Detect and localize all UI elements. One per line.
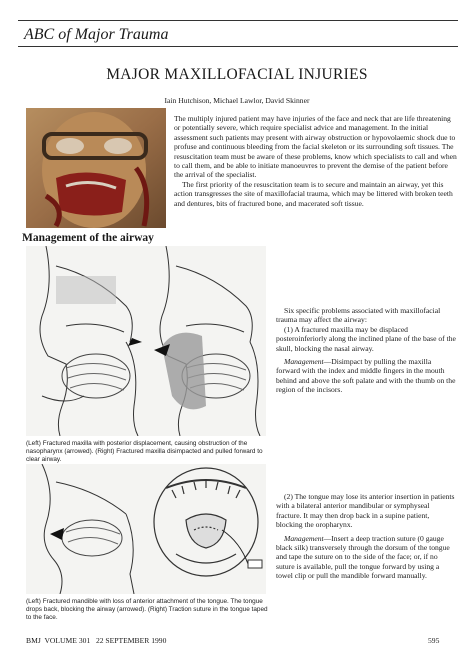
management-2-label: Management bbox=[284, 533, 324, 543]
footer-citation bbox=[26, 636, 166, 645]
figure-caption-2: (Left) Fractured mandible with loss of anterior attachment of the tongue. The tongue drops back, blocking the airway (arrowed). (Right) Traction suture in the tongue taped to the face. bbox=[26, 598, 268, 621]
footer-volume-label: VOLUME bbox=[44, 636, 77, 645]
management-1 bbox=[276, 357, 456, 395]
problem-1: (1) A fractured maxilla may be displaced posteroinferiorly along the inclined plane of the base of the skull, blocking the nasal airway. bbox=[276, 324, 456, 353]
footer-volume: 301 bbox=[78, 636, 91, 645]
problem-1-text bbox=[276, 306, 456, 395]
footer-date: 22 SEPTEMBER 1990 bbox=[95, 636, 167, 645]
series-title: ABC of Major Trauma bbox=[24, 26, 169, 43]
footer-journal: BMJ bbox=[26, 636, 41, 645]
mandible-fracture-illustration bbox=[26, 464, 266, 594]
figure-caption-1: (Left) Fractured maxilla with posterior displacement, causing obstruction of the nasopharynx (arrowed). (Right) Fractured maxilla disimpacted and pulled forward to clear airway. bbox=[26, 440, 263, 463]
section-heading: Management of the airway bbox=[22, 232, 154, 244]
problems-intro: Six specific problems associated with maxillofacial trauma may affect the airway: bbox=[276, 306, 441, 325]
management-2 bbox=[276, 534, 456, 581]
header-rule-top bbox=[18, 20, 458, 21]
patient-photo bbox=[26, 108, 166, 228]
intro-paragraph-2: The first priority of the resuscitation team is to secure and maintain an airway, yet this action transgresses the site of maxillofacial trauma, which may be littered with broken teeth and dentures, bits of fractured bone, and macerated soft tissue. bbox=[174, 179, 453, 208]
intro-paragraph-1: The multiply injured patient may have injuries of the face and neck that are life threatening or potentially severe, which require specialist advice and management. In the initial assessment such patients may present with airway obstruction or hypovolaemic shock due to profuse and continuous bleeding from the facial skeleton or its surrounding soft tissues. The resuscitation team must be aware of these problems, know which specialists to call and when to call them, and be able to initiate manoeuvres to prevent the demise of the patient before the arrival of the specialist. bbox=[174, 114, 457, 180]
maxilla-fracture-illustration bbox=[26, 246, 266, 436]
header-rule-bottom bbox=[18, 46, 458, 47]
intro-text bbox=[174, 114, 458, 208]
page-number: 595 bbox=[428, 636, 440, 645]
management-1-label: Management bbox=[284, 357, 324, 367]
problem-2-text bbox=[276, 492, 456, 581]
article-authors: Iain Hutchison, Michael Lawlor, David Skinner bbox=[164, 96, 310, 105]
article-title: MAJOR MAXILLOFACIAL INJURIES bbox=[106, 66, 368, 83]
problem-2: (2) The tongue may lose its anterior insertion in patients with a bilateral anterior mandibular or symphyseal fracture. It may then drop back in a supine patient, blocking the oropharynx. bbox=[276, 492, 455, 530]
management-2-text: —Insert a deep traction suture (0 gauge black silk) transversely through the dorsum of the tongue and tape the suture on to the side of the face; or, if no suture is available, pull the tongue forward by using a towel clip or pull the mandible forward manually. bbox=[276, 533, 450, 581]
management-1-text: —Disimpact by pulling the maxilla forward with the index and middle fingers in the mouth behind and above the soft palate and with the thumb on the region of the incisors. bbox=[276, 357, 456, 395]
